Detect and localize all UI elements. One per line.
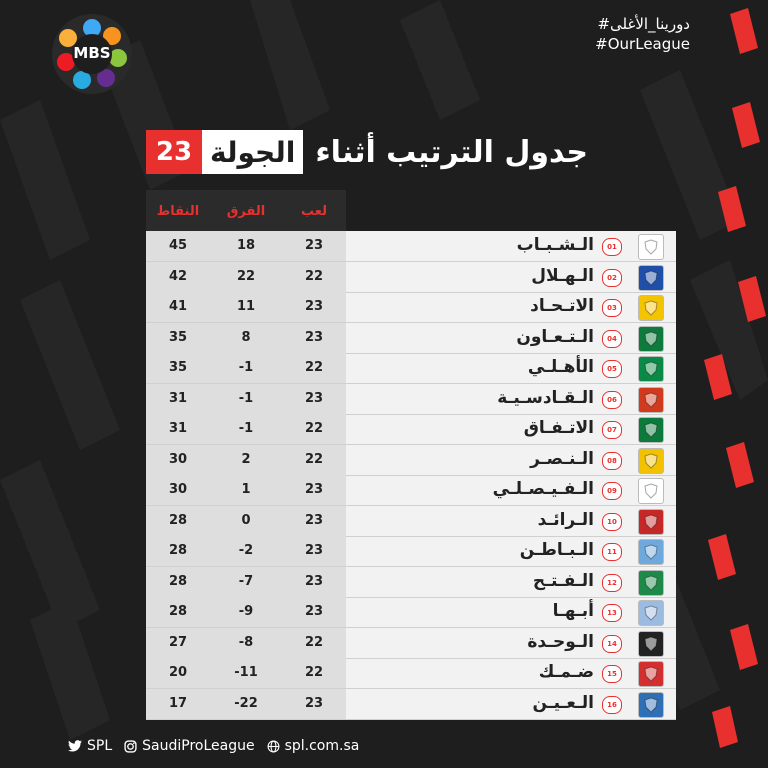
fateh-crest-icon (638, 570, 662, 594)
played-cell: 22 (304, 421, 324, 436)
goal-diff-cell: 18 (236, 238, 256, 253)
league-logo (46, 8, 138, 100)
standings-table (146, 231, 676, 720)
team-name: الـنـصـر (530, 448, 594, 469)
team-name: الـعـيـن (532, 692, 594, 713)
twitter-icon (68, 740, 82, 752)
goal-diff-cell: -2 (238, 543, 254, 558)
table-row (146, 689, 676, 720)
round-word: الجولة (202, 130, 303, 174)
rank-badge: 06 (602, 391, 622, 409)
table-header (146, 190, 676, 230)
played-cell: 23 (304, 238, 324, 253)
team-name: الاتـحـاد (530, 296, 594, 316)
abha-crest-icon (638, 600, 662, 624)
team-name: الـقـادسـيـة (497, 387, 594, 408)
points-cell: 28 (168, 543, 188, 558)
points-cell: 28 (168, 604, 188, 619)
faisaly-crest-icon (638, 478, 662, 502)
goal-diff-cell: 22 (236, 268, 256, 284)
goal-diff-cell: -7 (238, 573, 254, 589)
points-cell: 17 (168, 695, 188, 711)
goal-diff-cell: 2 (241, 451, 251, 467)
table-row (146, 414, 676, 445)
table-row (146, 231, 676, 262)
team-name: الـوحـدة (527, 631, 594, 652)
played-cell: 23 (304, 543, 324, 558)
team-name: الـفـتـح (532, 570, 594, 591)
played-cell: 22 (304, 360, 324, 375)
goal-diff-cell: 0 (241, 512, 251, 528)
rank-badge: 08 (602, 452, 622, 470)
globe-icon (267, 740, 280, 753)
points-cell: 31 (168, 390, 188, 406)
rank-badge: 04 (602, 330, 622, 348)
goal-diff-cell: -11 (234, 665, 258, 680)
ahli-crest-icon (638, 356, 662, 380)
points-cell: 28 (168, 573, 188, 589)
played-cell: 23 (304, 482, 324, 497)
rank-badge: 16 (602, 696, 622, 714)
table-row (146, 353, 676, 384)
raed-crest-icon (638, 509, 662, 533)
table-row (146, 323, 676, 354)
header-goal-diff: الفرق (226, 204, 266, 219)
table-row (146, 506, 676, 537)
played-cell: 23 (304, 604, 324, 619)
footer (68, 738, 359, 754)
goal-diff-cell: 1 (241, 482, 251, 497)
hashtag-english[interactable]: #OurLeague (595, 35, 690, 53)
table-row (146, 292, 676, 323)
points-cell: 20 (168, 665, 188, 680)
played-cell: 22 (304, 268, 324, 284)
rank-badge: 10 (602, 513, 622, 531)
batin-crest-icon (638, 539, 662, 563)
team-name: الأهـلـي (527, 357, 594, 377)
team-name: الـتـعـاون (516, 326, 594, 347)
shabab-crest-icon (638, 234, 662, 258)
rank-badge: 02 (602, 269, 622, 287)
played-cell: 22 (304, 634, 324, 650)
qadsiah-crest-icon (638, 387, 662, 411)
rank-badge: 13 (602, 604, 622, 622)
points-cell: 30 (168, 451, 188, 467)
title-text: جدول الترتيب أثناء (315, 134, 588, 170)
table-row (146, 567, 676, 598)
rank-badge: 05 (602, 360, 622, 378)
played-cell: 23 (304, 573, 324, 589)
rank-badge: 07 (602, 421, 622, 439)
team-name: الـبـاطـن (519, 540, 594, 560)
points-cell: 41 (168, 299, 188, 314)
website-link[interactable] (267, 738, 360, 754)
points-cell: 27 (168, 634, 188, 650)
points-cell: 42 (168, 268, 188, 284)
damac-crest-icon (638, 661, 662, 685)
website-url: spl.com.sa (284, 738, 360, 754)
hilal-crest-icon (638, 265, 662, 289)
twitter-link[interactable] (68, 738, 112, 754)
team-name: الـرائـد (537, 509, 594, 530)
hashtags (595, 14, 690, 54)
played-cell: 23 (304, 512, 324, 528)
rank-badge: 11 (602, 543, 622, 561)
hashtag-arabic[interactable]: #دورينا_الأغلى (597, 15, 690, 33)
played-cell: 23 (304, 299, 324, 314)
points-cell: 45 (168, 238, 188, 253)
goal-diff-cell: 8 (241, 329, 251, 345)
rank-badge: 03 (602, 299, 622, 317)
team-name: الاتـفـاق (523, 418, 594, 438)
ettifaq-crest-icon (638, 417, 662, 441)
team-name: أبـهـا (552, 601, 594, 621)
played-cell: 22 (304, 451, 324, 467)
instagram-icon (124, 740, 137, 753)
rank-badge: 15 (602, 665, 622, 683)
alain-crest-icon (638, 692, 662, 716)
table-row (146, 384, 676, 415)
rank-badge: 01 (602, 238, 622, 256)
wehda-crest-icon (638, 631, 662, 655)
goal-diff-cell: -8 (238, 634, 254, 650)
goal-diff-cell: -1 (238, 421, 254, 436)
goal-diff-cell: 11 (236, 299, 256, 314)
goal-diff-cell: -1 (238, 390, 254, 406)
points-cell: 35 (168, 360, 188, 375)
table-row (146, 628, 676, 659)
points-cell: 35 (168, 329, 188, 345)
points-cell: 31 (168, 421, 188, 436)
logo-text: MBS (73, 44, 111, 62)
header-points: النقاط (156, 204, 200, 219)
rank-badge: 09 (602, 482, 622, 500)
goal-diff-cell: -9 (238, 604, 254, 619)
taawoun-crest-icon (638, 326, 662, 350)
played-cell: 23 (304, 329, 324, 345)
instagram-link[interactable] (124, 738, 254, 754)
team-name: الـشـبـاب (516, 235, 594, 255)
table-row (146, 445, 676, 476)
instagram-handle: SaudiProLeague (142, 738, 255, 754)
nassr-crest-icon (638, 448, 662, 472)
goal-diff-cell: -1 (238, 360, 254, 375)
table-row (146, 475, 676, 506)
table-row (146, 597, 676, 628)
played-cell: 22 (304, 665, 324, 680)
team-name: ضـمـك (538, 662, 594, 682)
rank-badge: 14 (602, 635, 622, 653)
ittihad-crest-icon (638, 295, 662, 319)
played-cell: 23 (304, 695, 324, 711)
team-name: الـهـلال (531, 265, 594, 286)
table-row (146, 536, 676, 567)
goal-diff-cell: -22 (234, 695, 258, 711)
header-played: لعب (301, 204, 327, 219)
table-row (146, 658, 676, 689)
points-cell: 28 (168, 512, 188, 528)
points-cell: 30 (168, 482, 188, 497)
page-title (146, 130, 588, 174)
round-number: 23 (146, 130, 202, 174)
table-row (146, 262, 676, 293)
twitter-handle: SPL (87, 738, 113, 754)
team-name: الـفـيـصـلـي (492, 479, 594, 499)
rank-badge: 12 (602, 574, 622, 592)
played-cell: 23 (304, 390, 324, 406)
